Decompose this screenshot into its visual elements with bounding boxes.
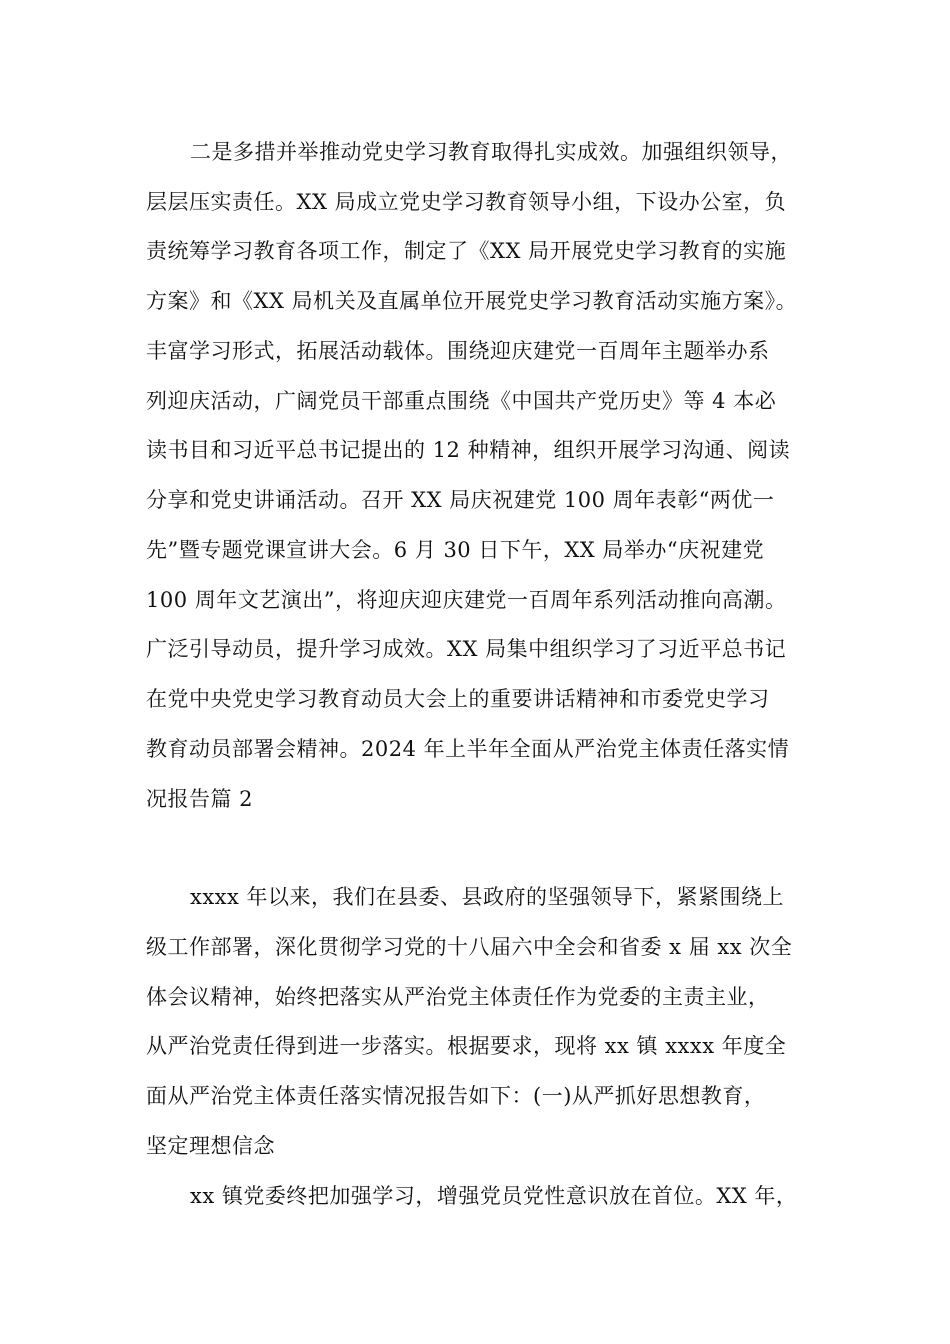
- text-line: 责统筹学习教育各项工作，制定了《XX 局开展党史学习教育的实施: [146, 239, 787, 263]
- text-line: 二是多措并举推动党史学习教育取得扎实成效。加强组织领导，: [190, 140, 792, 164]
- text-line: 丰富学习形式，拓展活动载体。围绕迎庆建党一百周年主题举办系: [146, 339, 770, 363]
- text-line: 教育动员部署会精神。2024 年上半年全面从严治党主体责任落实情: [146, 737, 790, 761]
- text-line: 方案》和《XX 局机关及直属单位开展党史学习教育活动实施方案》。: [146, 289, 798, 313]
- text-line: xxxx 年以来，我们在县委、县政府的坚强领导下，紧紧围绕上: [190, 885, 785, 909]
- text-line: 从严治党责任得到进一步落实。根据要求，现将 xx 镇 xxxx 年度全: [146, 1034, 787, 1058]
- text-line: xx 镇党委终把加强学习，增强党员党性意识放在首位。XX 年，: [190, 1184, 798, 1208]
- text-line: 100 周年文艺演出”，将迎庆迎庆建党一百周年系列活动推向高潮。: [146, 588, 787, 612]
- text-line: 分享和党史讲诵活动。召开 XX 局庆祝建党 100 周年表彰“两优一: [146, 488, 775, 512]
- text-line: 读书目和习近平总书记提出的 12 种精神，组织开展学习沟通、阅读: [146, 438, 791, 462]
- text-line: 列迎庆活动，广阔党员干部重点围绕《中国共产党历史》等 4 本必: [146, 389, 777, 413]
- text-line: 级工作部署，深化贯彻学习党的十八届六中全会和省委 x 届 xx 次全: [146, 935, 793, 959]
- text-line: 面从严治党主体责任落实情况报告如下：(一)从严抓好思想教育，: [146, 1084, 766, 1108]
- text-line: 在党中央党史学习教育动员大会上的重要讲话精神和市委党史学习: [146, 687, 770, 711]
- text-line: 广泛引导动员，提升学习成效。XX 局集中组织学习了习近平总书记: [146, 637, 787, 661]
- text-line: 况报告篇 2: [146, 787, 254, 811]
- text-line: 层层压实责任。XX 局成立党史学习教育领导小组，下设办公室，负: [146, 190, 787, 214]
- text-line: 先”暨专题党课宣讲大会。6 月 30 日下午，XX 局举办“庆祝建党: [146, 538, 765, 562]
- text-line: 体会议精神，始终把落实从严治党主体责任作为党委的主责主业，: [146, 985, 770, 1009]
- text-line: 坚定理想信念: [146, 1134, 275, 1158]
